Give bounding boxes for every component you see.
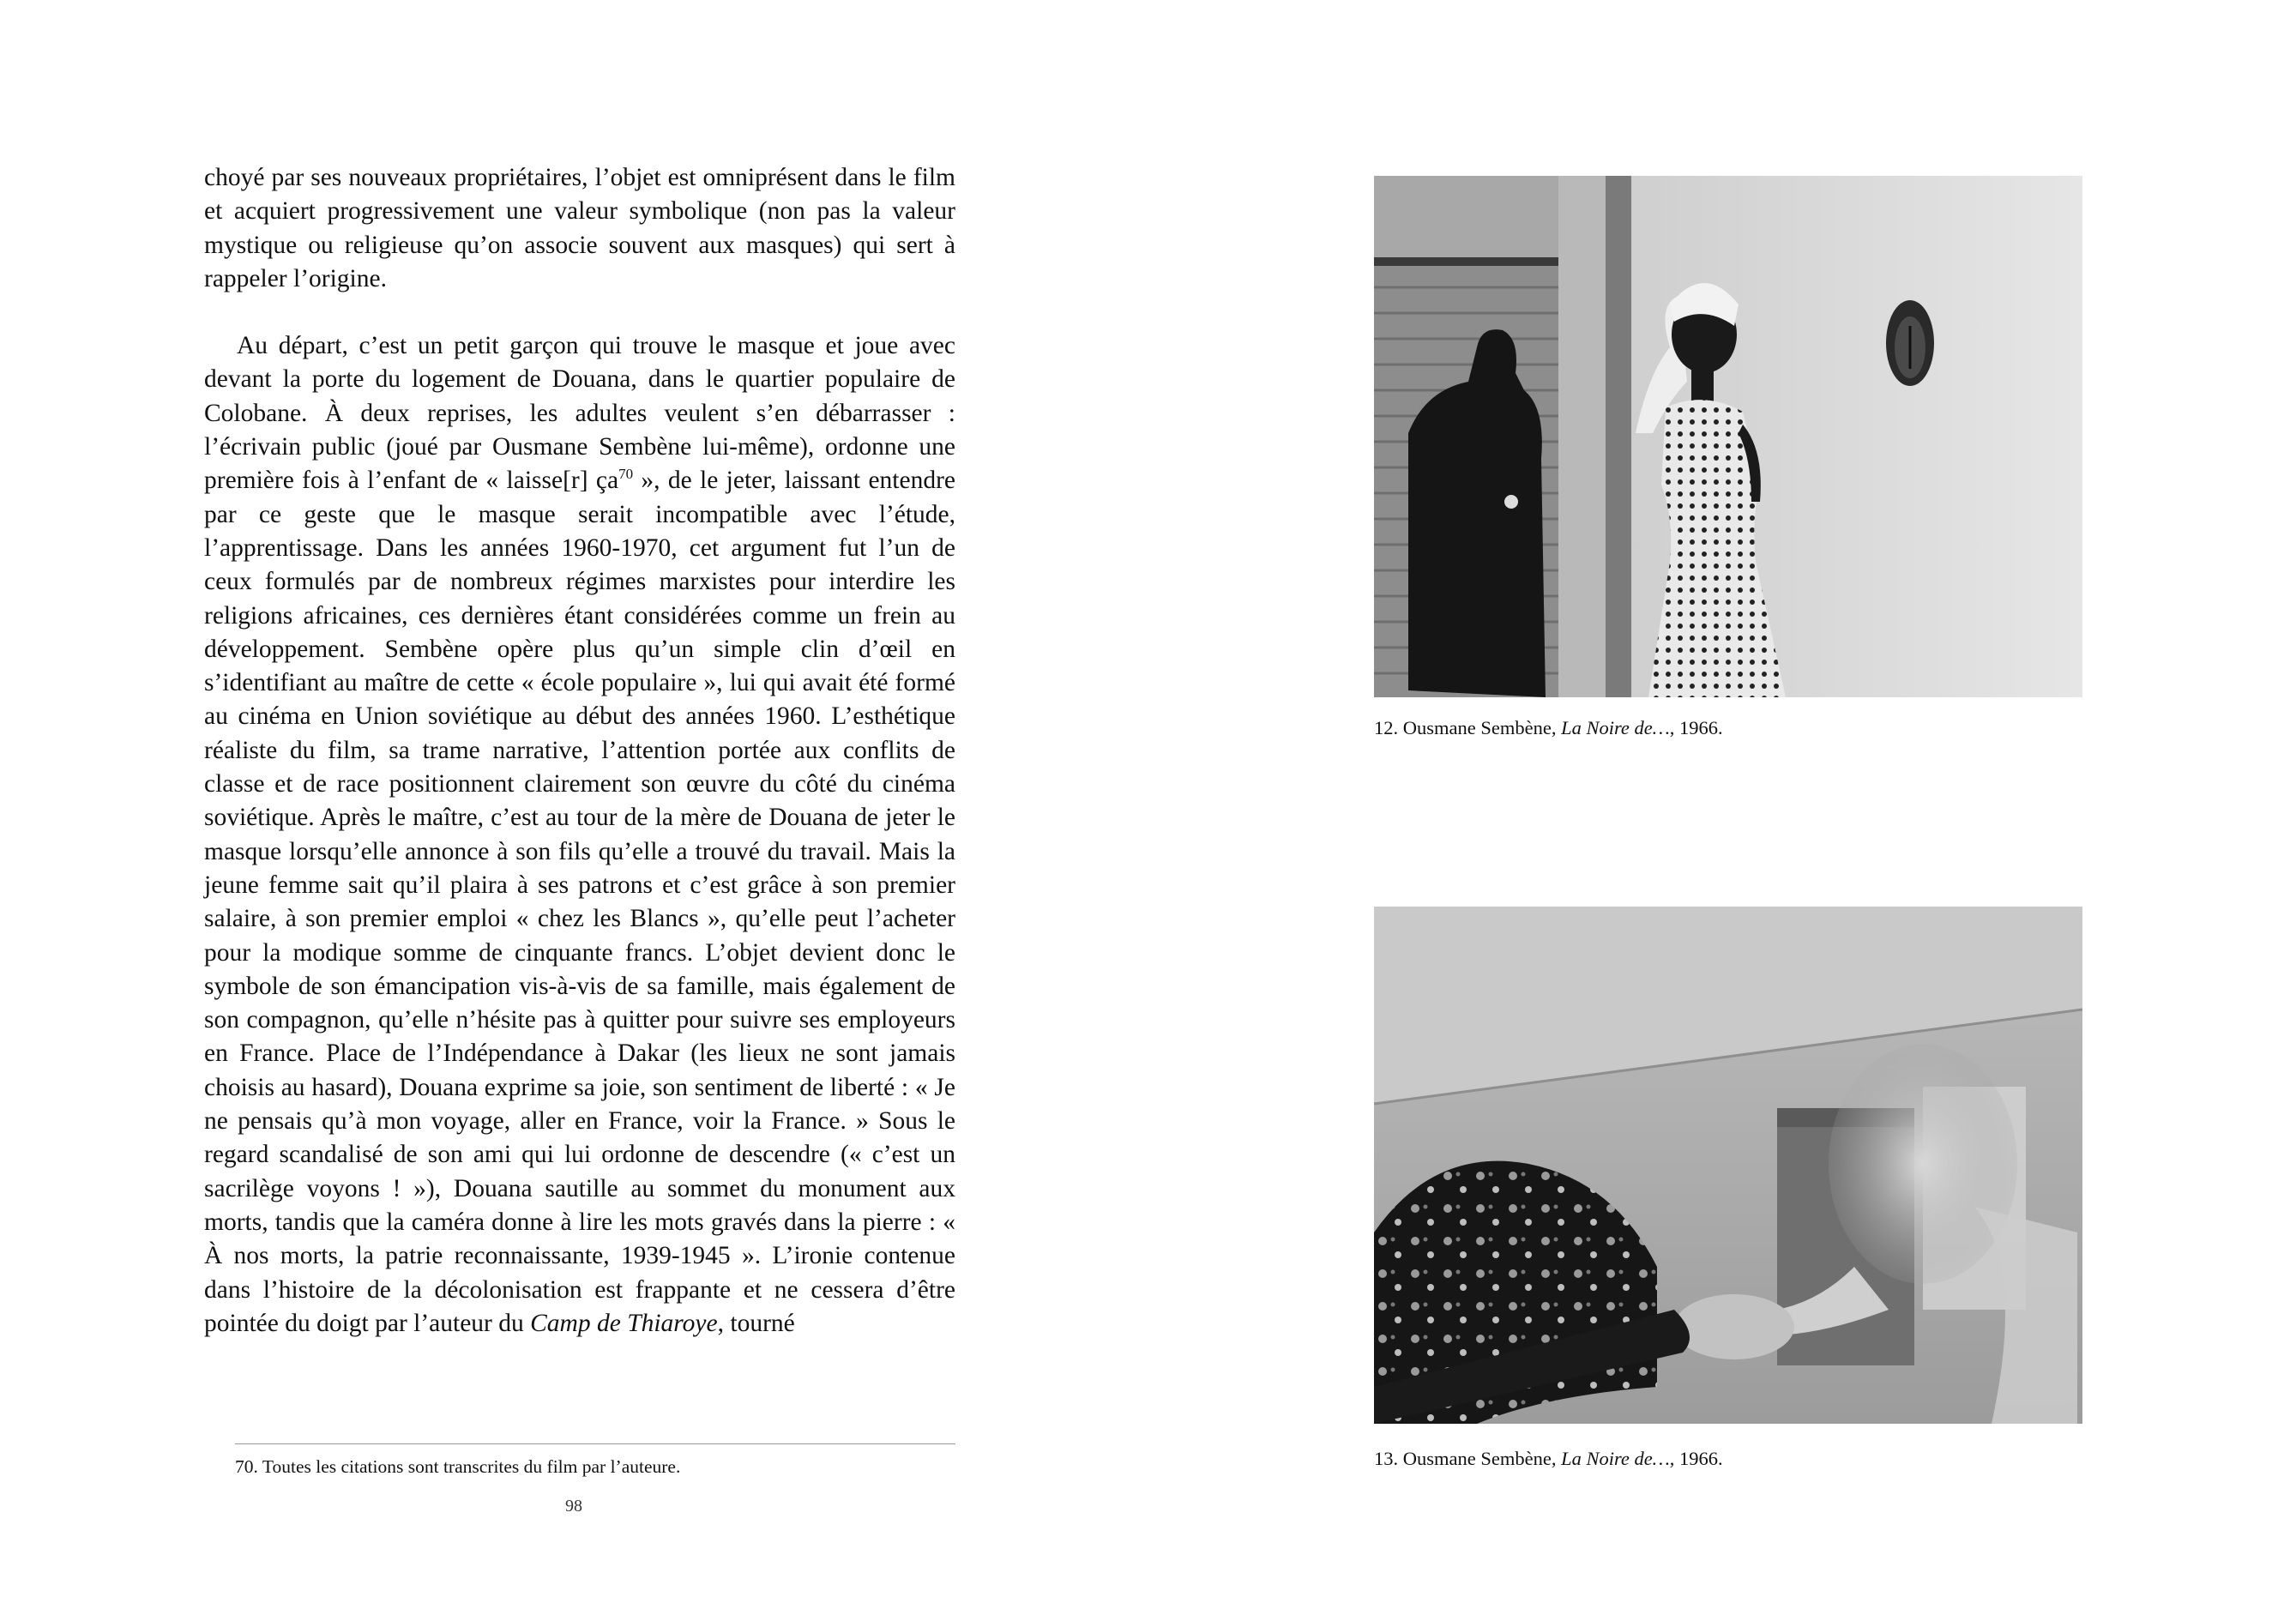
figure-13-photo: [1374, 907, 2082, 1424]
film-title-italic: Camp de Thiaroye: [530, 1309, 718, 1337]
footnote-divider: [235, 1443, 955, 1444]
caption-13-suffix: , 1966.: [1669, 1448, 1723, 1469]
paragraph-continuation: choyé par ses nouveaux propriétaires, l’objet est omniprésent dans le film et acquiert progressivement une valeur symbolique (non pas la valeur mystique ou religieuse qu’on associe souvent aux masques) qui sert à rappeler l’origine.: [204, 164, 955, 292]
film-still-bedroom-icon: [1374, 907, 2082, 1424]
caption-13-prefix: 13. Ousmane Sembène,: [1374, 1448, 1562, 1469]
footnote-reference[interactable]: 70: [618, 466, 634, 483]
caption-12-title: La Noire de…: [1561, 717, 1670, 738]
figure-12-caption: [1374, 715, 2082, 740]
page-number: 98: [565, 1497, 582, 1516]
paragraph-text-part-1: Au départ, c’est un petit garçon qui trouve le masque et joue avec devant la porte du logement de Douana, dans le quartier populaire de Colobane. À deux reprises, les adultes veulent s’en débarrasser : l’écrivain public (joué par Ousmane Sembène lui-même), ordonne une première fois à l’enfant de « laisse[r] ça: [204, 332, 955, 495]
body-text: [204, 161, 955, 1341]
film-still-doorway-icon: [1374, 176, 2082, 697]
caption-13-title: La Noire de…: [1561, 1448, 1670, 1469]
paragraph-text-part-3: , tourné: [717, 1309, 795, 1337]
caption-12-suffix: , 1966.: [1669, 717, 1723, 738]
caption-12-prefix: 12. Ousmane Sembène,: [1374, 717, 1562, 738]
paragraph-main: [204, 329, 955, 1341]
figure-12-photo: [1374, 176, 2082, 697]
footnote-70: 70. Toutes les citations sont transcrites du film par l’auteure.: [235, 1456, 681, 1477]
paragraph-text-part-2: », de le jeter, laissant entendre par ce geste que le masque serait incompatible avec l’étude, l’apprentissage. Dans les années 1960-1970, cet argument fut l’un de ceux formulés par de nombreux régimes marxistes pour interdire les religions africaines, ces dernières étant considérées comme un frein au développement. Sembène opère plus qu’un simple clin d’œil en s’identifiant au maître de cette « école populaire », lui qui avait été formé au cinéma en Union soviétique au début des années 1960. L’esthétique réaliste du film, sa trame narrative, l’attention portée aux conflits de classe et de race positionnent clairement son œuvre du côté du cinéma soviétique. Après le maître, c’est au tour de la mère de Douana de jeter le masque lorsqu’elle annonce à son fils qu’elle a trouvé du travail. Mais la jeune femme sait qu’il plaira à ses patrons et c’est grâce à son premier salaire, à son premier emploi « chez les Blancs », qu’elle peut l’acheter pour la modique somme de cinquante francs. L’objet devient donc le symbole de son émancipation vis-à-vis de sa famille, mais également de son compagnon, qu’elle n’hésite pas à quitter pour suivre ses employeurs en France. Place de l’Indépendance à Dakar (les lieux ne sont jamais choisis au hasard), Douana exprime sa joie, son sentiment de liberté : « Je ne pensais qu’à mon voyage, aller en France, voir la France. » Sous le regard scandalisé de son ami qui lui ordonne de descendre (« c’est un sacrilège voyons ! »), Douana sautille au sommet du monument aux morts, tandis que la caméra donne à lire les mots gravés dans la pierre : « À nos morts, la patrie reconnaissante, 1939-1945 ». L’ironie contenue dans l’histoire de la décolonisation est frappante et ne cessera d’être pointée du doigt par l’auteur du: [204, 467, 955, 1337]
figure-13-caption: [1374, 1446, 2082, 1471]
